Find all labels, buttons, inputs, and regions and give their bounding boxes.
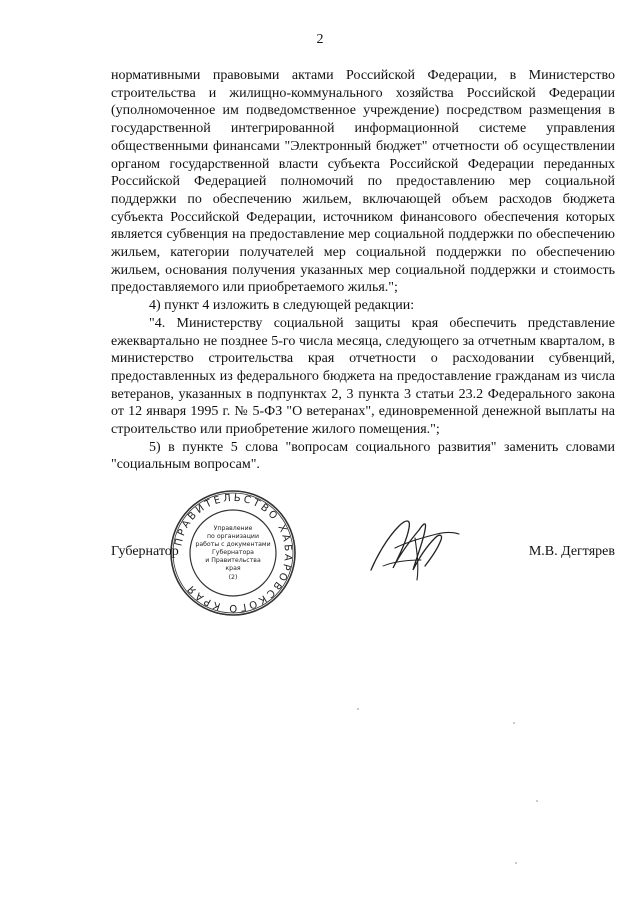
paragraph-item-5: 5) в пункте 5 слова "вопросам социального развития" заменить словами "социальным вопросам". [111, 439, 615, 473]
stamp-outer-text: ПРАВИТЕЛЬСТВО ХАБАРОВСКОГО КРАЯ [173, 492, 294, 614]
stamp-line: Губернатора [212, 549, 254, 556]
stamp-line: по организации [207, 533, 259, 540]
signatory-title: Губернатор [111, 544, 179, 559]
document-body [111, 67, 615, 474]
stamp-line: Управление [213, 525, 253, 532]
scan-speck [513, 722, 515, 724]
page-number: 2 [316, 32, 324, 47]
paragraph-item-4-text: "4. Министерству социальной защиты края обеспечить представление ежеквартально не позднее 5-го числа месяца, следующего за отчетным кварталом, в министерство строительства края отчетности о расходовании субвенций, предоставленных из федерального бюджета на предоставление гражданам из числа ветеранов, указанных в подпунктах 2, 3 пункта 3 статьи 23.2 Федерального закона от 12 января 1995 г. № 5-ФЗ "О ветеранах", единовременной денежной выплаты на строительство или приобретение жилого помещения."; [111, 315, 615, 438]
signatory-name: М.В. Дегтярев [528, 544, 615, 559]
paragraph-continuation: нормативными правовыми актами Российской Федерации, в Министерство строительства и жилищно-коммунального хозяйства Российской Федерации (уполномоченное им подведомственное учреждение) посредством размещения в государственной интегрированной информационной системе управления общественными финансами "Электронный бюджет" отчетности об осуществлении органом государственной власти субъекта Российской Федерации переданных Российской Федерацией полномочий по предоставлению мер социальной поддержки по обеспечению жильем, включающей объем расходов бюджета субъекта Российской Федерации, источником финансового обеспечения которых является субвенция на предоставление мер социальной поддержки по обеспечению жильем, категории получателей мер социальной поддержки по обеспечению жильем, основания получения указанных мер социальной поддержки и стоимость предоставляемого или приобретаемого жилья."; [111, 68, 615, 296]
stamp-line: края [225, 565, 241, 572]
stamp-line: работы с документами [195, 541, 271, 548]
scan-speck [536, 800, 538, 802]
scan-speck [515, 862, 517, 864]
scan-speck [357, 708, 359, 710]
stamp-line: и Правительства [205, 557, 261, 564]
handwritten-signature [365, 508, 465, 588]
paragraph-item-4: 4) пункт 4 изложить в следующей редакции: [149, 298, 415, 314]
stamp-line: (2) [228, 574, 238, 581]
signature-block [111, 544, 615, 568]
